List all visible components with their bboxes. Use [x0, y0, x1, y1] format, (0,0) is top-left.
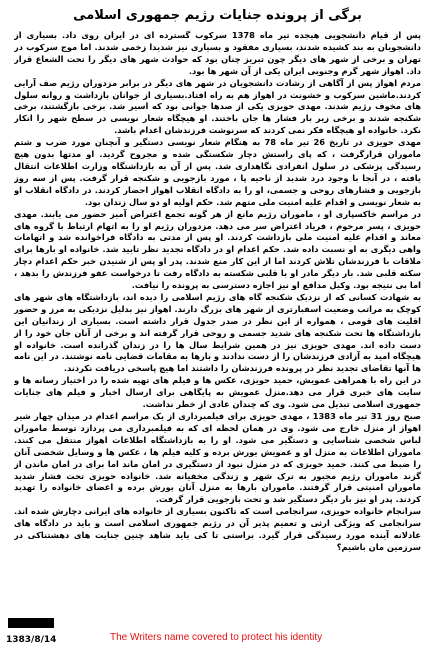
paragraph: در این راه با همراهی عمویش، حمید حویزی، عکس ها و فیلم های تهیه شده را در اختیار رسانه ها و سایت های خبری قرار می دهد.منزل عمویش به پایگاهی برای ارسال اخبار و فیلم های جنایات جمهوری اسلامی تبدیل می شود. وی که چندان عادی از خطر نداشت.	[14, 375, 421, 410]
document-title: برگی از پرونده جنایات رژیم جمهوری اسلامی	[73, 8, 362, 23]
paragraph: صبح روز 31 تیر ماه 1383 ، مهدی حویزی برای فیلمبرداری از یک مراسم اعدام در میدان چهار شیر اهواز از منزل خارج می شود. وی در همان لحظه ای که به فیلمبرداری می پردازد توسط ماموران لباس شخصی شناسایی و دستگیر می شود. او را به بازداشتگاه اطلاعات اهواز منتقل می کنند. ماموران اطلاعات به منزل او و عمویش یورش برده و کلیه فیلم ها ، عکس ها و وسایل شخصی آنان را ضبط می کنند. حمید حویزی که در منزل نبود از دستگیری در امان ماند اما برای در امان ماندن از گزند ماموران رژیم مجبور به ترک شهر و زندگی مخفیانه شد. خانواده حویزی تحت فشار شدید ماموران امنیتی قرار گرفتند. ماموران بارها به منزل آنان یورش برده و اعضای خانواده را تهدید کردند. پدر او نیز بار دیگر دستگیر شد و تحت بازجویی قرار گرفت.	[14, 411, 421, 505]
paragraph: به شهادت کسانی که از نزدیک شکنجه گاه های رژیم اسلامی را دیده اند، بازداشتگاه های شهر های کوچک به مراتب وضعیت اسفبارتری از شهر های بزرگ دارند. اهواز نیز بدلیل نزدیکی به مرز و حضور اقلیت های قومی ، همواره از این نظر در صدر جدول قرار داشته است. بسیاری از زندانیان این بازداشتگاه ها تحت شکنجه های شدید جسمی و روحی قرار گرفته اند و برخی از آنان جان خود را از دست داده اند. مهدی حویزی نیز در همین شرایط سال ها را در زندان گذرانده است. خانواده او هیچگاه امید به آزادی فرزندشان را از دست ندادند و بارها به مقامات قضایی نامه نوشتند. در این نامه ها آنها تقاضای تجدید نظر در پرونده فرزندشان را داشتند اما هیچ پاسخی دریافت نکردند.	[14, 291, 421, 374]
document-body	[14, 30, 421, 603]
redaction-bar	[8, 618, 54, 628]
paragraph: پس از قیام دانشجویی هیجده تیر ماه 1378 سرکوب گسترده ای در ایران روی داد. بسیاری از دانشجویان به بند کشیده شدند، بسیاری مفقود و بسیاری نیز شدیدا زخمی شدند. اما موج سرکوب در تهران و برخی از شهر های دیگر چون تبریز چنان بود که حوادث شهر های دیگر را تحت الشعاع قرار داد. اهواز شهر گرم وجنوبی ایران یکی از آن شهر ها بود.	[14, 30, 421, 76]
paragraph: سرانجام خانواده حویزی، سرانجامی است که تاکنون بسیاری از خانواده های ایرانی دچارش شده اند. سرانجامی که ویژگی ارثی و تعمیم پذیر آن در رژیم جمهوری اسلامی است و باید در دادگاه های عادلانه آینده مورد رسیدگی قرار گیرد. براستی تا کی باید شاهد چنین جنایت های دهشتناکی در سرزمین مان باشیم؟	[14, 506, 421, 552]
paragraph: مهدی حویزی در تاریخ 26 تیر ماه 78 به هنگام شعار نویسی دستگیر و آنچنان مورد ضرب و شتم ماموران قرارگرفت ، که پای راستش دچار شکستگی شده و مجروح گردید. او مدتها بدون هیچ رسیدگی پزشکی در سلول انفرادی نگاهداری شد. پس از آن به بازداشتگاه وزارت اطلاعات انتقال یافته ، در آنجا با وجود درد شدید از ناحیه پا ، مورد بازجویی و شکنجه قرار گرفت. پس از سه روز بازجویی و فشارهای روحی و جسمی، او را به دادگاه انقلاب اهواز احضار کردند. در دادگاه انقلاب او به شعار نویسی و اقدام علیه امنیت ملی متهم شد. حکم اولیه او دو سال زندان بود.	[14, 137, 421, 207]
document-date: 1383/8/14	[6, 635, 57, 645]
paragraph: در مراسم خاکسپاری او ، ماموران رژیم مانع از هر گونه تجمع اعتراض آمیز حضور می یابند. مهدی حویزی ، پسر مرحوم ، فریاد اعتراض سر می دهد. مزدوران رژیم او را به اتهام ارتباط با گروه های معاند و اقدام علیه امنیت ملی بازداشت کردند. او پس از مدتی به دادگاه فراخوانده شد و اتهامات واهی دیگری به او نسبت داده شد. حکم اعدام او در دادگاه تجدید نظر تایید شد. خانواده او بارها برای ملاقات با فرزندشان تلاش کردند اما از این کار منع شدند. پدر او پس از شنیدن خبر حکم اعدام دچار سکته قلبی شد. بار دیگر مادر او با قلبی شکسته به دادگاه رفت تا درخواست عفو فرزندش را بدهد ، اما بی نتیجه بود. وکیل مدافع او نیز اجازه دسترسی به پرونده را نیافت.	[14, 208, 421, 291]
paragraph: مردم اهواز پس از آگاهی از رشادت دانشجویان در شهر های دیگر در برابر مزدوران رژیم صف آرایی کردند.ماشین سرکوب و خشونت در اهواز هم به راه افتاد.بسیاری از جوانان بازداشت و روانه سلول های مخوف رژیم شدند. مهدی حویزی یکی از صدها جوانی بود که اسیر شد. برخی بازگشتند، برخی شکنجه شدند و برخی زیر بار فشار ها جان باختند. او هیچگاه شعار نویسی در سطح شهر را انکار نکرد. خانواده او هیچگاه فکر نمی کردند که سرنوشت فرزندشان اعدام باشد.	[14, 77, 421, 136]
redaction-caption: The Writers name covered to protect his identity	[110, 632, 323, 643]
